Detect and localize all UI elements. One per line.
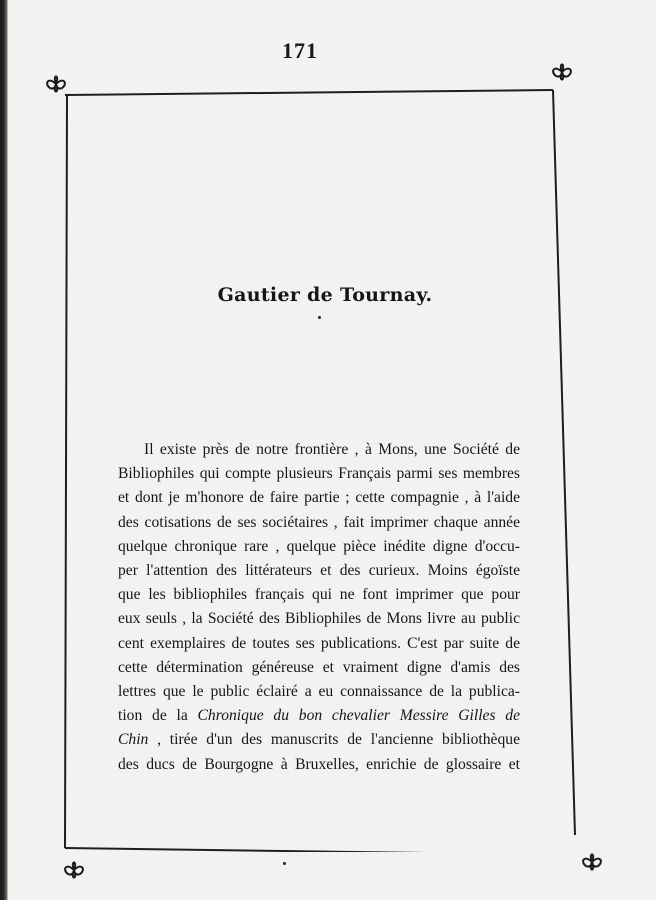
- ornamental-dot: [318, 316, 321, 319]
- text-line: quelque chronique rare , quelque pièce inédite digne d'occu-: [118, 537, 520, 555]
- text-line: [118, 728, 520, 752]
- text-line-rest: , tirée d'un des manuscrits de l'ancienne bibliothèque: [157, 731, 520, 749]
- text-line: et dont je m'honore de faire partie ; cette compagnie , à l'aide: [118, 489, 520, 507]
- text-line: cent exemplaires de toutes ses publications. C'est par suite de: [118, 634, 520, 652]
- text-line: des cotisations de ses sociétaires , fait imprimer chaque année: [118, 513, 520, 531]
- corner-ornament-top-right: [548, 58, 576, 86]
- fleuron-icon: [548, 58, 576, 86]
- corner-ornament-bottom-right: [578, 848, 606, 876]
- corner-ornament-top-left: [42, 70, 70, 98]
- text-line: cette détermination généreuse et vraiment digne d'amis des: [118, 658, 520, 676]
- italic-book-title-end: Chin: [118, 731, 149, 749]
- ornamental-dot: [283, 862, 286, 865]
- text-line: que les bibliophiles français qui ne font imprimer que pour: [118, 586, 520, 604]
- text-line: [118, 704, 520, 728]
- fleuron-icon: [42, 70, 70, 98]
- corner-ornament-bottom-left: [60, 856, 88, 884]
- chapter-heading: Gautier de Tournay.: [217, 284, 433, 306]
- text-line: Il existe près de notre frontière , à Mons, une Société de: [144, 441, 520, 458]
- body-paragraph: [118, 438, 520, 777]
- book-binding-edge: [0, 0, 8, 900]
- text-line: lettres que le public éclairé a eu connaissance de la publica-: [118, 683, 520, 701]
- fleuron-icon: [578, 848, 606, 876]
- fleuron-icon: [60, 856, 88, 884]
- page-number: 171: [282, 38, 318, 63]
- text-line-start: tion de la: [118, 707, 188, 725]
- text-line: Bibliophiles qui compte plusieurs Français parmi ses membres: [118, 465, 520, 483]
- text-line: des ducs de Bourgogne à Bruxelles, enrichie de glossaire et: [118, 755, 520, 773]
- italic-book-title: Chronique du bon chevalier Messire Gilles de: [197, 707, 520, 725]
- text-line: per l'attention des littérateurs et des curieux. Moins égoïste: [118, 562, 520, 580]
- text-line: eux seuls , la Société des Bibliophiles de Mons livre au public: [118, 610, 520, 628]
